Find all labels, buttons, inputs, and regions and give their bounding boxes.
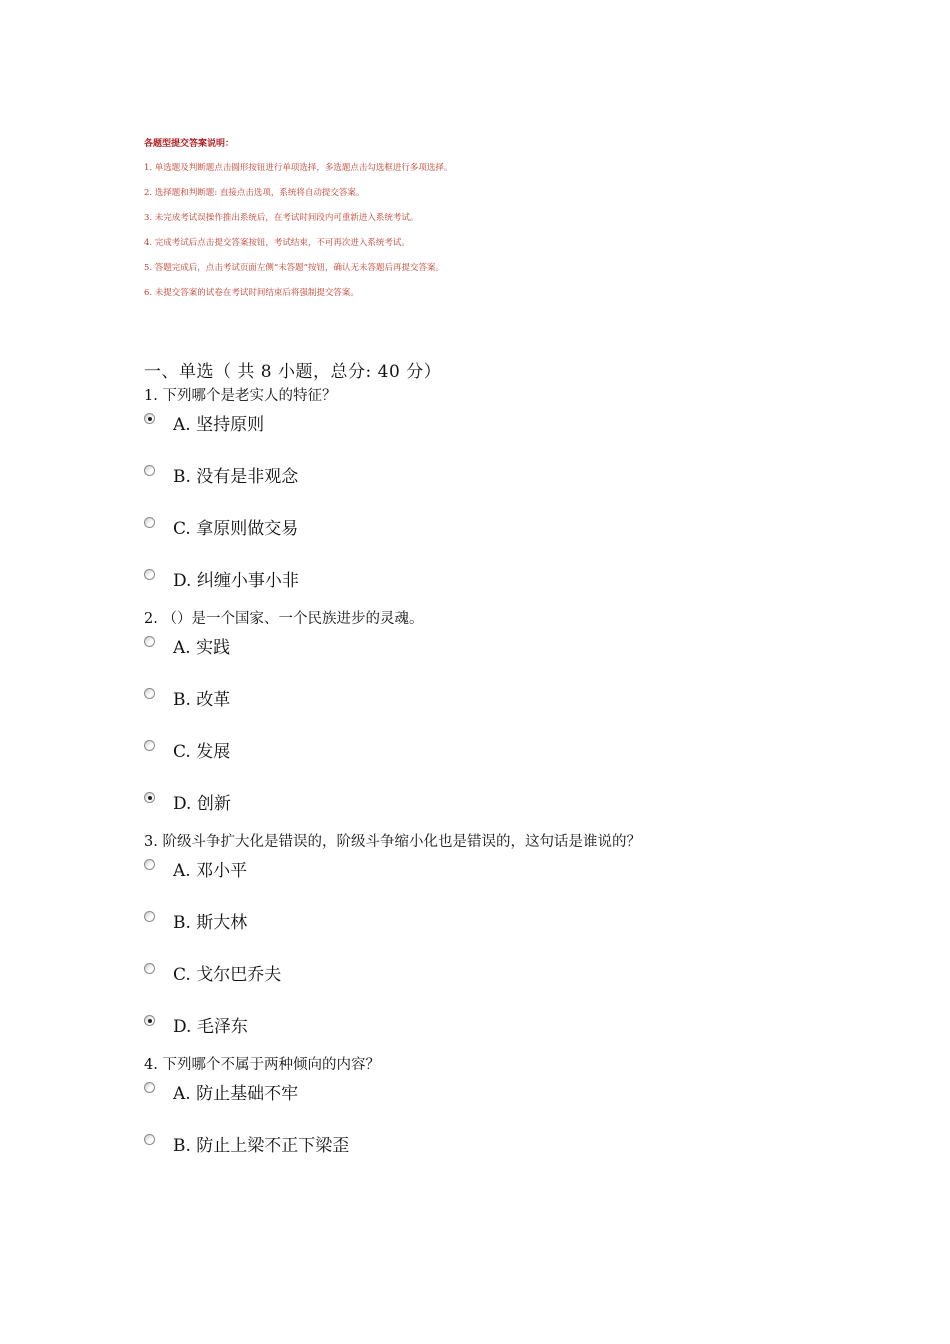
answer-option[interactable]	[144, 630, 904, 682]
answer-option[interactable]	[144, 1076, 904, 1128]
answer-option[interactable]	[144, 786, 904, 831]
option-label[interactable]: C. 拿原则做交易	[173, 519, 299, 539]
answer-option[interactable]	[144, 1128, 904, 1180]
option-label[interactable]: A. 防止基础不牢	[173, 1084, 299, 1104]
option-label[interactable]: D. 毛泽东	[173, 1017, 248, 1037]
radio-button[interactable]	[144, 636, 155, 647]
option-label[interactable]: A. 坚持原则	[173, 415, 265, 435]
radio-button[interactable]	[144, 792, 155, 803]
option-label[interactable]: B. 没有是非观念	[173, 467, 299, 487]
question-text: 4. 下列哪个不属于两种倾向的内容？	[144, 1057, 380, 1073]
instruction-line: 5. 答题完成后，点击考试页面左侧“未答题”按钮，确认无未答题后再提交答案。	[144, 263, 445, 273]
option-label[interactable]: C. 戈尔巴乔夫	[173, 965, 282, 985]
option-label[interactable]: C. 发展	[173, 742, 231, 762]
section-title: 一、单选（ 共 8 小题，总分: 40 分）	[144, 362, 442, 382]
instruction-line: 1. 单选题及判断题点击圆形按钮进行单项选择，多选题点击勾选框进行多项选择。	[144, 163, 453, 173]
radio-button[interactable]	[144, 569, 155, 580]
radio-button[interactable]	[144, 911, 155, 922]
question-text: 1. 下列哪个是老实人的特征？	[144, 388, 337, 404]
answer-option[interactable]	[144, 734, 904, 786]
answer-option[interactable]	[144, 459, 904, 511]
radio-button[interactable]	[144, 1082, 155, 1093]
option-label[interactable]: D. 纠缠小事小非	[173, 571, 299, 591]
option-label[interactable]: B. 防止上梁不正下梁歪	[173, 1136, 350, 1156]
radio-button[interactable]	[144, 740, 155, 751]
radio-button[interactable]	[144, 963, 155, 974]
radio-button[interactable]	[144, 413, 155, 424]
question-text: 2. （）是一个国家、一个民族进步的灵魂。	[144, 611, 424, 627]
instructions-title: 各题型提交答案说明：	[144, 139, 235, 149]
option-label[interactable]: A. 邓小平	[173, 861, 248, 881]
answer-option[interactable]	[144, 511, 904, 563]
answer-instructions	[144, 136, 844, 310]
radio-button[interactable]	[144, 859, 155, 870]
quiz-section	[144, 359, 904, 1180]
option-label[interactable]: B. 斯大林	[173, 913, 248, 933]
radio-button[interactable]	[144, 688, 155, 699]
option-label[interactable]: A. 实践	[173, 638, 231, 658]
option-label[interactable]: D. 创新	[173, 794, 231, 814]
radio-button[interactable]	[144, 465, 155, 476]
answer-option[interactable]	[144, 682, 904, 734]
radio-button[interactable]	[144, 1015, 155, 1026]
answer-option[interactable]	[144, 563, 904, 608]
option-label[interactable]: B. 改革	[173, 690, 231, 710]
answer-option[interactable]	[144, 407, 904, 459]
question-text: 3. 阶级斗争扩大化是错误的，阶级斗争缩小化也是错误的，这句话是谁说的？	[144, 834, 641, 850]
instruction-line: 2. 选择题和判断题: 直接点击选项，系统将自动提交答案。	[144, 188, 365, 198]
instruction-line: 4. 完成考试后点击提交答案按钮，考试结束，不可再次进入系统考试。	[144, 238, 410, 248]
radio-button[interactable]	[144, 1134, 155, 1145]
answer-option[interactable]	[144, 853, 904, 905]
radio-button[interactable]	[144, 517, 155, 528]
answer-option[interactable]	[144, 957, 904, 1009]
answer-option[interactable]	[144, 1009, 904, 1054]
instruction-line: 3. 未完成考试误操作推出系统后，在考试时间段内可重新进入系统考试。	[144, 213, 419, 223]
answer-option[interactable]	[144, 905, 904, 957]
instruction-line: 6. 未提交答案的试卷在考试时间结束后将强制提交答案。	[144, 288, 359, 298]
